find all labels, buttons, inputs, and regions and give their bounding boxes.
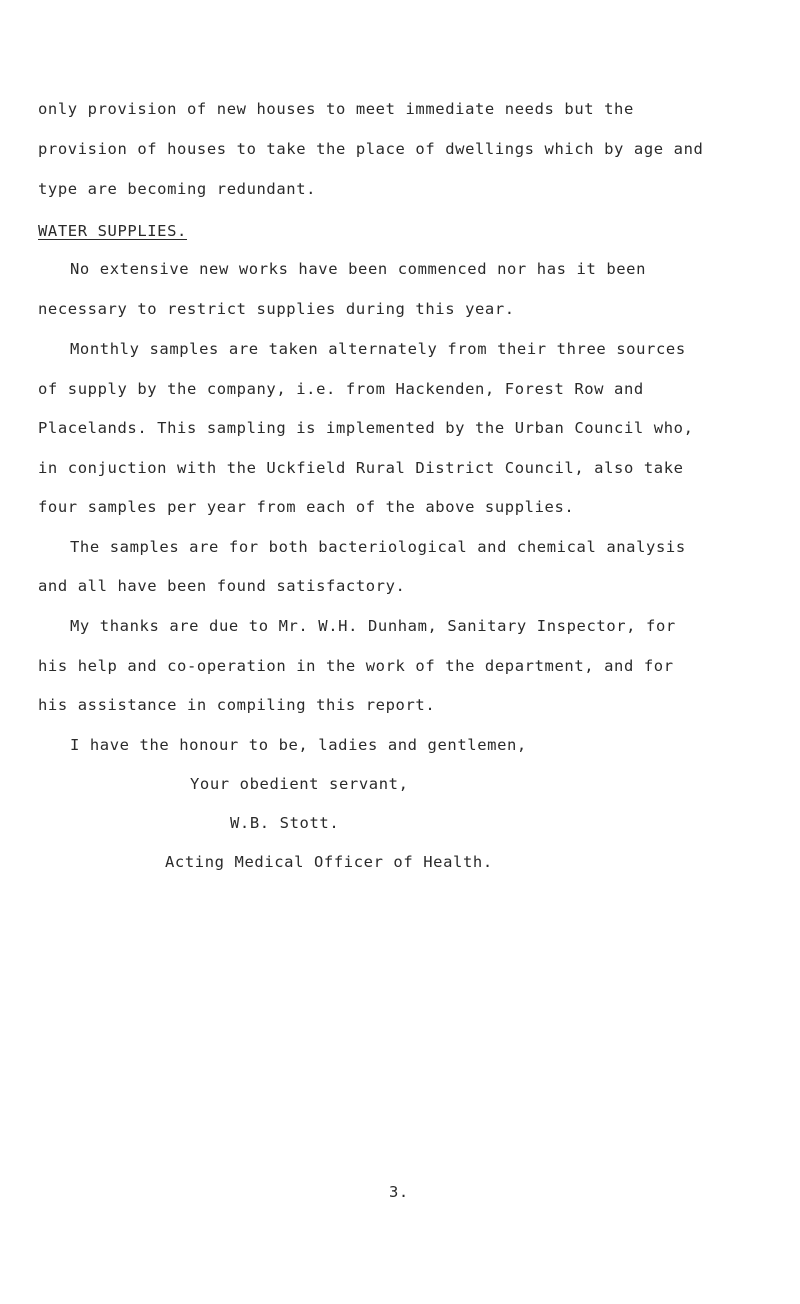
paragraph-line: of supply by the company, i.e. from Hackenden, Forest Row and <box>38 380 644 398</box>
text-line: only provision of new houses to meet immediate needs but the <box>38 100 634 118</box>
paragraph-line: his help and co-operation in the work of the department, and for <box>38 657 674 675</box>
paragraph-line: Monthly samples are taken alternately from their three sources <box>70 340 686 358</box>
paragraph-line: in conjuction with the Uckfield Rural District Council, also take <box>38 459 684 477</box>
paragraph-line: necessary to restrict supplies during this year. <box>38 300 515 318</box>
page-number: 3. <box>389 1183 409 1201</box>
text-line: provision of houses to take the place of dwellings which by age and <box>38 140 704 158</box>
text-line: type are becoming redundant. <box>38 180 317 198</box>
signature-title: Acting Medical Officer of Health. <box>165 853 493 871</box>
paragraph-line: and all have been found satisfactory. <box>38 577 406 595</box>
paragraph-line: No extensive new works have been commenced nor has it been <box>70 260 647 278</box>
paragraph-line: four samples per year from each of the above supplies. <box>38 498 575 516</box>
closing-line: Your obedient servant, <box>190 775 409 793</box>
paragraph-line: Placelands. This sampling is implemented by the Urban Council who, <box>38 419 694 437</box>
paragraph-line: The samples are for both bacteriological and chemical analysis <box>70 538 686 556</box>
paragraph-line: his assistance in compiling this report. <box>38 696 436 714</box>
paragraph-line: I have the honour to be, ladies and gentlemen, <box>70 736 527 754</box>
signature-name: W.B. Stott. <box>230 814 340 832</box>
section-heading: WATER SUPPLIES. <box>38 222 187 240</box>
paragraph-line: My thanks are due to Mr. W.H. Dunham, Sanitary Inspector, for <box>70 617 676 635</box>
